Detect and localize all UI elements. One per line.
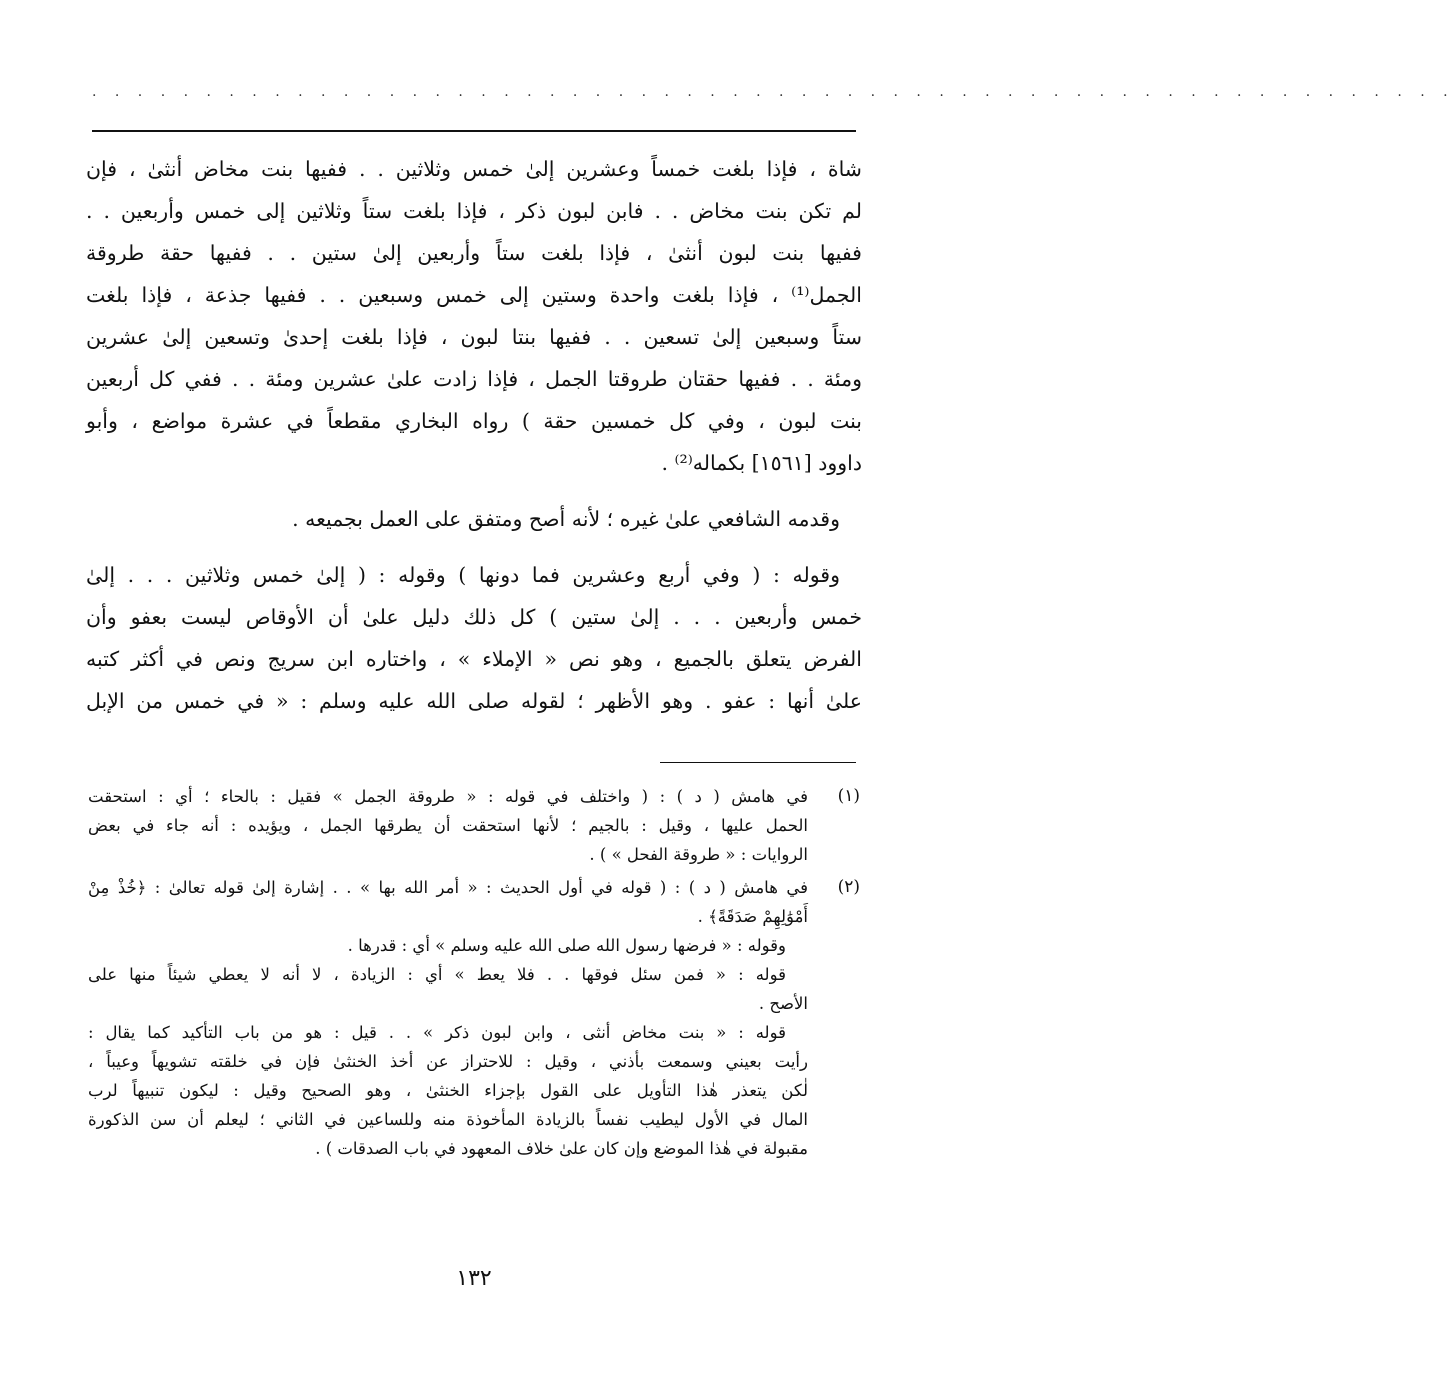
footnote-line: الحمل عليها ، وقيل : بالجيم ؛ لأنها استحقت أن يطرقها الجمل ، ويؤيده : أنه جاء في بعض [88,816,808,835]
footnote-number: (١) [837,786,860,806]
text-line: خمس وأربعين . . . إلىٰ ستين ) كل ذلك دليل علىٰ أن الأوقاص ليست بعفو وأن [86,605,862,629]
paragraph-hadith [86,148,862,484]
footnote-rule [660,762,856,763]
text-line: ستاً وسبعين إلىٰ تسعين . . ففيها بنتا لبون ، فإذا بلغت إحدىٰ وتسعين إلىٰ عشرين [86,325,862,349]
text-line: وقوله : ( وفي أربع وعشرين فما دونها ) وقوله : ( إلىٰ خمس وثلاثين . . . إلىٰ [86,563,840,587]
footnote-line: رأيت بعيني وسمعت بأذني ، وقيل : للاحتراز عن أخذ الخنثىٰ فإن في خلقته تشويهاً وعيباً ، [88,1052,808,1071]
text-line: ومئة . . ففيها حقتان طروقتا الجمل ، فإذا زادت علىٰ عشرين ومئة . . ففي كل أربعين [86,367,862,391]
text-line: لم تكن بنت مخاض . . فابن لبون ذكر ، فإذا بلغت ستاً وثلاثين إلى خمس وأربعين . . [86,199,862,223]
footnote-line: المال في الأول ليطيب نفساً بالزيادة المأخوذة منه وللساعين في الثاني ؛ ليعلم أن سن الذكورة [88,1110,808,1129]
footnote-line: في هامش ( د ) : ( واختلف في قوله : « طروقة الجمل » فقيل : بالحاء ؛ أي : استحقت [88,787,808,806]
text-line: شاة ، فإذا بلغت خمساً وعشرين إلىٰ خمس وثلاثين . . ففيها بنت مخاض أنثىٰ ، فإن [86,157,862,181]
text-line: داوود [١٥٦١] بكماله⁽²⁾ . [661,451,862,475]
text-line: علىٰ أنها : عفو . وهو الأظهر ؛ لقوله صلى الله عليه وسلم : « في خمس من الإبل [86,689,862,713]
footnote-line: في هامش ( د ) : ( قوله في أول الحديث : « أمر الله بها » . . إشارة إلىٰ قوله تعالىٰ : ﴿خُذْ مِنْ [88,878,808,897]
text-line: وقدمه الشافعي علىٰ غيره ؛ لأنه أصح ومتفق على العمل بجميعه . [292,507,840,531]
footnote-number: (٢) [837,877,860,897]
footnote-1 [88,782,860,869]
footnote-2 [88,873,860,1163]
paragraph-shafii [86,498,862,540]
footnote-line: قوله : « بنت مخاض أنثى ، وابن لبون ذكر » . . قيل : هو من باب التأكيد كما يقال : [88,1023,786,1042]
paragraph-commentary [86,554,862,722]
header-dots: . . . . . . . . . . . . . . . . . . . . . . . . . . . . . . . . . . . . . . . . . . . . . . . . . . . . . . . . . . . . [92,84,1455,100]
page-number: ١٣٢ [456,1266,492,1291]
header-rule [92,130,856,132]
text-line: الفرض يتعلق بالجميع ، وهو نص « الإملاء » ، واختاره ابن سريج ونص في أكثر كتبه [86,647,862,671]
text-line: الجمل⁽¹⁾ ، فإذا بلغت واحدة وستين إلى خمس وسبعين . . ففيها جذعة ، فإذا بلغت [86,283,862,307]
footnote-line: قوله : « فمن سئل فوقها . . فلا يعط » أي : الزيادة ، لا أنه لا يعطي شيئاً منها على [88,965,786,984]
footnote-line: وقوله : « فرضها رسول الله صلى الله عليه وسلم » أي : قدرها . [347,936,786,955]
footnote-line: الأصح . [758,994,808,1013]
text-line: ففيها بنت لبون أنثىٰ ، فإذا بلغت ستاً وأربعين إلىٰ ستين . . ففيها حقة طروقة [86,241,862,265]
footnote-line: لٰكن يتعذر هٰذا التأويل على القول بإجزاء الخنثىٰ ، وهو الصحيح وقيل : ليكون تنبيهاً لرب [88,1081,808,1100]
main-text [86,148,862,722]
footnote-line: الروايات : « طروقة الفحل » ) . [589,845,808,864]
footnotes [88,782,860,1163]
footnote-line: مقبولة في هٰذا الموضع وإن كان علىٰ خلاف المعهود في باب الصدقات ) . [315,1139,808,1158]
text-line: بنت لبون ، وفي كل خمسين حقة ) رواه البخاري مقطعاً في عشرة مواضع ، وأبو [86,409,862,433]
footnote-line: أَمْوَٰلِهِمْ صَدَقَةً﴾ . [697,907,808,926]
